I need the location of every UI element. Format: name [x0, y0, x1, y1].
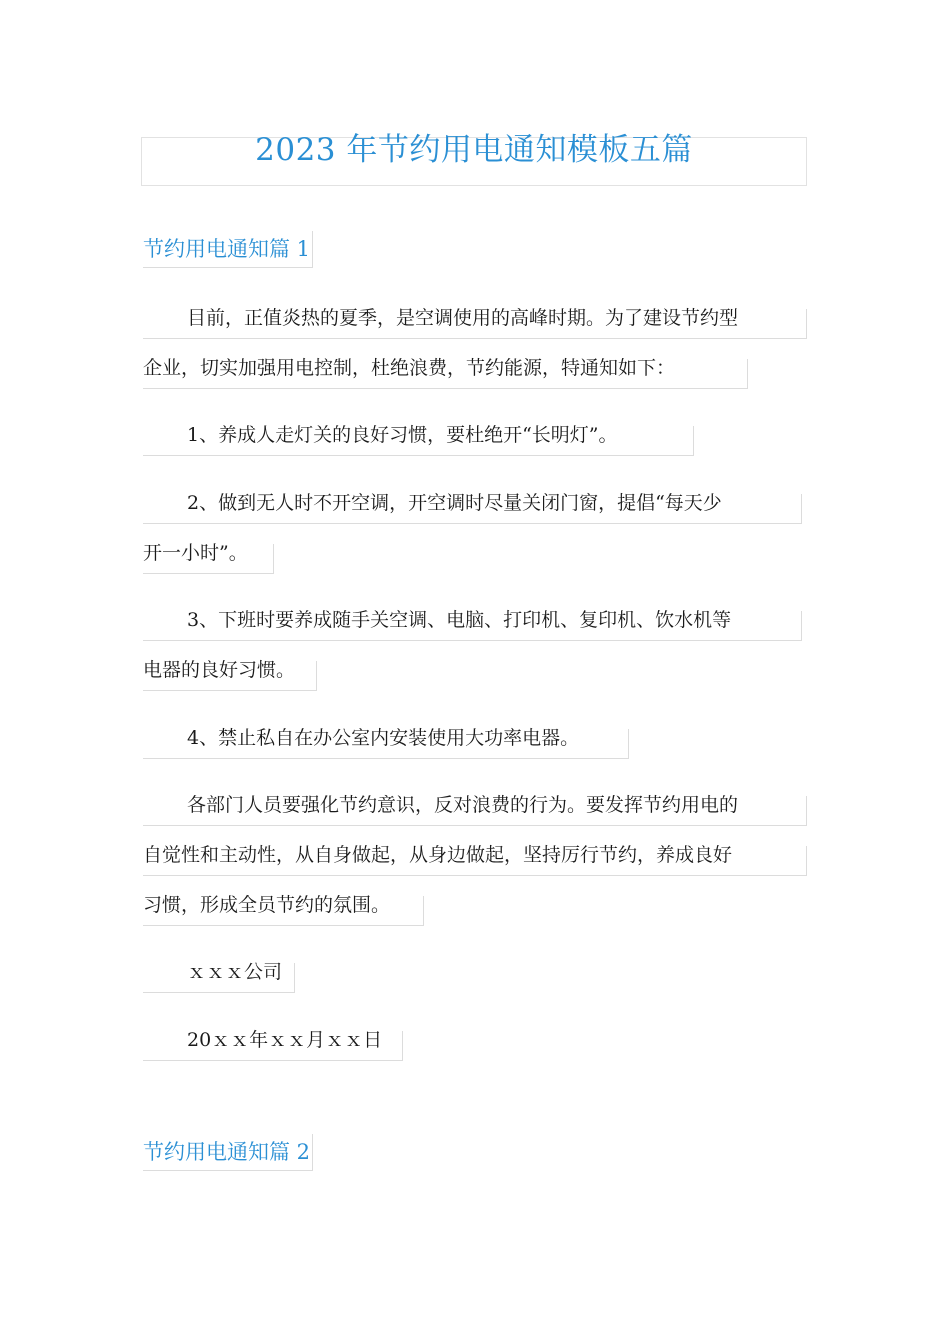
title-box: [141, 132, 807, 186]
paragraph-line: 各部门人员要强化节约意识，反对浪费的行为。要发挥节约用电的: [143, 784, 806, 834]
paragraph-line: 自觉性和主动性，从自身做起，从身边做起，坚持厉行节约，养成良好: [143, 834, 806, 884]
paragraph-line: 3、下班时要养成随手关空调、电脑、打印机、复印机、饮水机等: [143, 599, 806, 649]
item-1-paragraph: [143, 414, 806, 464]
paragraph-line: 目前，正值炎热的夏季，是空调使用的高峰时期。为了建设节约型: [143, 297, 806, 347]
section-2-heading: 节约用电通知篇 2: [143, 1134, 313, 1171]
paragraph-line: 开一小时”。: [143, 532, 806, 582]
paragraph-line: 企业，切实加强用电控制，杜绝浪费，节约能源，特通知如下：: [143, 347, 806, 397]
paragraph-line: ｘｘｘ公司: [143, 951, 806, 1001]
item-4-paragraph: [143, 717, 806, 767]
paragraph-line: 20ｘｘ年ｘｘ月ｘｘ日: [143, 1019, 806, 1069]
closing-paragraph: [143, 784, 806, 934]
section-1-heading: 节约用电通知篇 1: [143, 231, 313, 268]
paragraph-line: 1、养成人走灯关的良好习惯，要杜绝开“长明灯”。: [143, 414, 806, 464]
page-title: 2023 年节约用电通知模板五篇: [255, 132, 693, 168]
item-2-paragraph: [143, 482, 806, 582]
signature-date: [143, 1019, 806, 1069]
item-3-paragraph: [143, 599, 806, 699]
paragraph-line: 4、禁止私自在办公室内安装使用大功率电器。: [143, 717, 806, 767]
paragraph-line: 习惯，形成全员节约的氛围。: [143, 884, 806, 934]
company-signature: [143, 951, 806, 1001]
paragraph-line: 电器的良好习惯。: [143, 649, 806, 699]
intro-paragraph: [143, 297, 806, 397]
paragraph-line: 2、做到无人时不开空调，开空调时尽量关闭门窗，提倡“每天少: [143, 482, 806, 532]
